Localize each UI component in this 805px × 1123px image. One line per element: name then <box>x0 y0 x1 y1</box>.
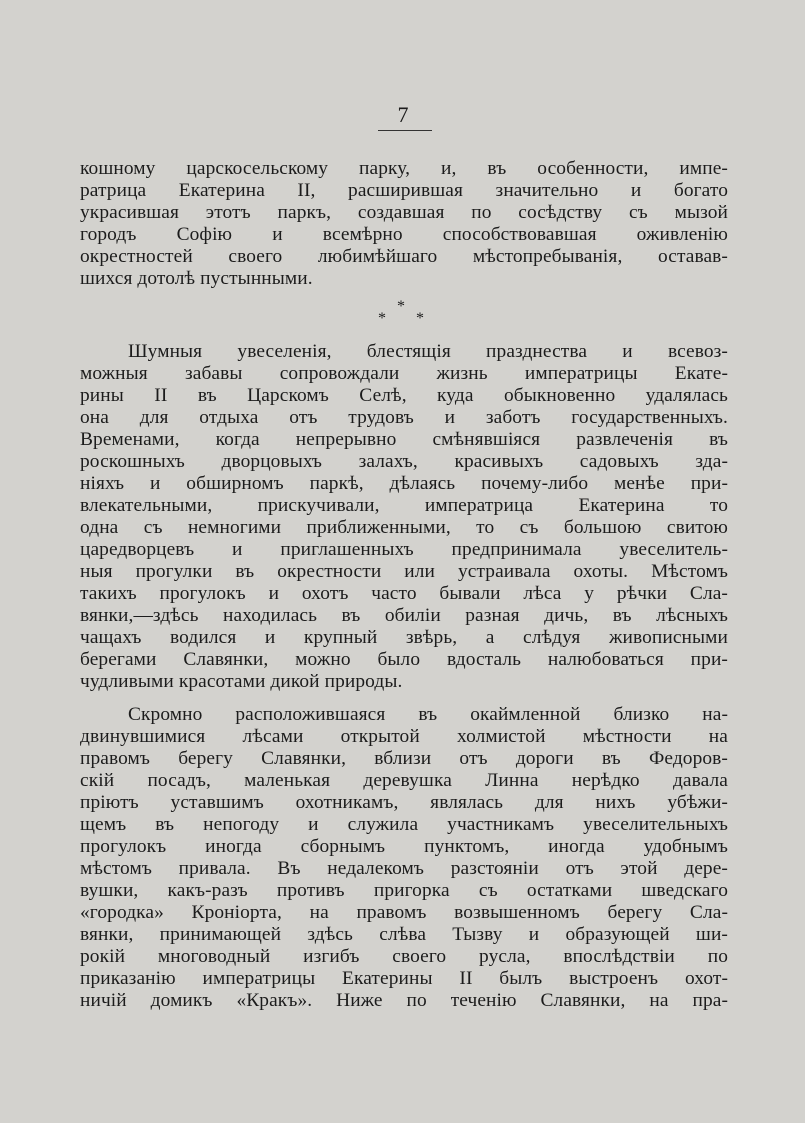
text-line: кошному царскосельскому парку, и, въ особенности, импе- <box>80 158 728 179</box>
asterism-star: * <box>397 298 405 315</box>
text-line: ратрица Екатерина II, расширившая значительно и богато <box>80 180 728 201</box>
text-line: Скромно расположившаяся въ окаймленной близко на- <box>128 704 728 725</box>
text-line: пріютъ уставшимъ охотникамъ, являлась для нихъ убѣжи- <box>80 792 728 813</box>
text-line: такихъ прогулокъ и охотъ часто бывали лѣса у рѣчки Сла- <box>80 583 728 604</box>
text-line: прогулокъ иногда сборнымъ пунктомъ, иногда удобнымъ <box>80 836 728 857</box>
asterism-star: * <box>416 310 424 327</box>
text-line: влекательными, прискучивали, императрица Екатерина то <box>80 495 728 516</box>
text-line: можныя забавы сопровождали жизнь императрицы Екате- <box>80 363 728 384</box>
text-line: шихся дотолѣ пустынными. <box>80 268 313 289</box>
paragraph-2 <box>80 341 728 693</box>
page-number-rule <box>378 130 432 131</box>
text-line: приказанію императрицы Екатерины II былъ выстроенъ охот- <box>80 968 728 989</box>
text-line: вянки,—здѣсь находилась въ обиліи разная дичь, въ лѣсныхъ <box>80 605 728 626</box>
text-line: украсившая этотъ паркъ, создавшая по сосѣдству съ мызой <box>80 202 728 223</box>
text-line: двинувшимися лѣсами открытой холмистой мѣстности на <box>80 726 728 747</box>
text-line: «городка» Кроніорта, на правомъ возвышенномъ берегу Сла- <box>80 902 728 923</box>
text-line: вянки, принимающей здѣсь слѣва Тызву и образующей ши- <box>80 924 728 945</box>
text-line: Временами, когда непрерывно смѣнявшіяся развлеченія въ <box>80 429 728 450</box>
text-line: Шумныя увеселенія, блестящія празднества и всевоз- <box>128 341 728 362</box>
text-line: чудливыми красотами дикой природы. <box>80 671 403 692</box>
text-line: рины II въ Царскомъ Селѣ, куда обыкновенно удалялась <box>80 385 728 406</box>
text-line: ничій домикъ «Кракъ». Ниже по теченію Славянки, на пра- <box>80 990 728 1011</box>
text-line: правомъ берегу Славянки, вблизи отъ дороги въ Федоров- <box>80 748 728 769</box>
text-line: городъ Софію и всемѣрно способствовавшая оживленію <box>80 224 728 245</box>
text-line: ныя прогулки въ окрестности или устраивала охоты. Мѣстомъ <box>80 561 728 582</box>
text-line: она для отдыха отъ трудовъ и заботъ государственныхъ. <box>80 407 728 428</box>
paragraph-1 <box>80 158 728 290</box>
text-line: вушки, какъ-разъ противъ пригорка съ остатками шведскаго <box>80 880 728 901</box>
text-line: роскошныхъ дворцовыхъ залахъ, красивыхъ садовыхъ зда- <box>80 451 728 472</box>
text-line: мѣстомъ привала. Въ недалекомъ разстояніи отъ этой дере- <box>80 858 728 879</box>
text-line: рокій многоводный изгибъ своего русла, впослѣдствіи по <box>80 946 728 967</box>
text-line: щемъ въ непогоду и служила участникамъ увеселительныхъ <box>80 814 728 835</box>
text-line: берегами Славянки, можно было вдосталь налюбоваться при- <box>80 649 728 670</box>
text-line: окрестностей своего любимѣйшаго мѣстопребыванія, оставав- <box>80 246 728 267</box>
text-line: одна съ немногими приближенными, то съ большою свитою <box>80 517 728 538</box>
text-line: ніяхъ и обширномъ паркѣ, дѣлаясь почему-либо менѣе при- <box>80 473 728 494</box>
text-line: скій посадъ, маленькая деревушка Линна нерѣдко давала <box>80 770 728 791</box>
text-line: царедворцевъ и приглашенныхъ предпринимала увеселитель- <box>80 539 728 560</box>
page-number: 7 <box>397 102 409 127</box>
text-line: чащахъ водился и крупный звѣрь, а слѣдуя живописными <box>80 627 728 648</box>
section-asterism <box>372 298 432 328</box>
asterism-star: * <box>378 310 386 327</box>
paragraph-3 <box>80 704 728 1012</box>
